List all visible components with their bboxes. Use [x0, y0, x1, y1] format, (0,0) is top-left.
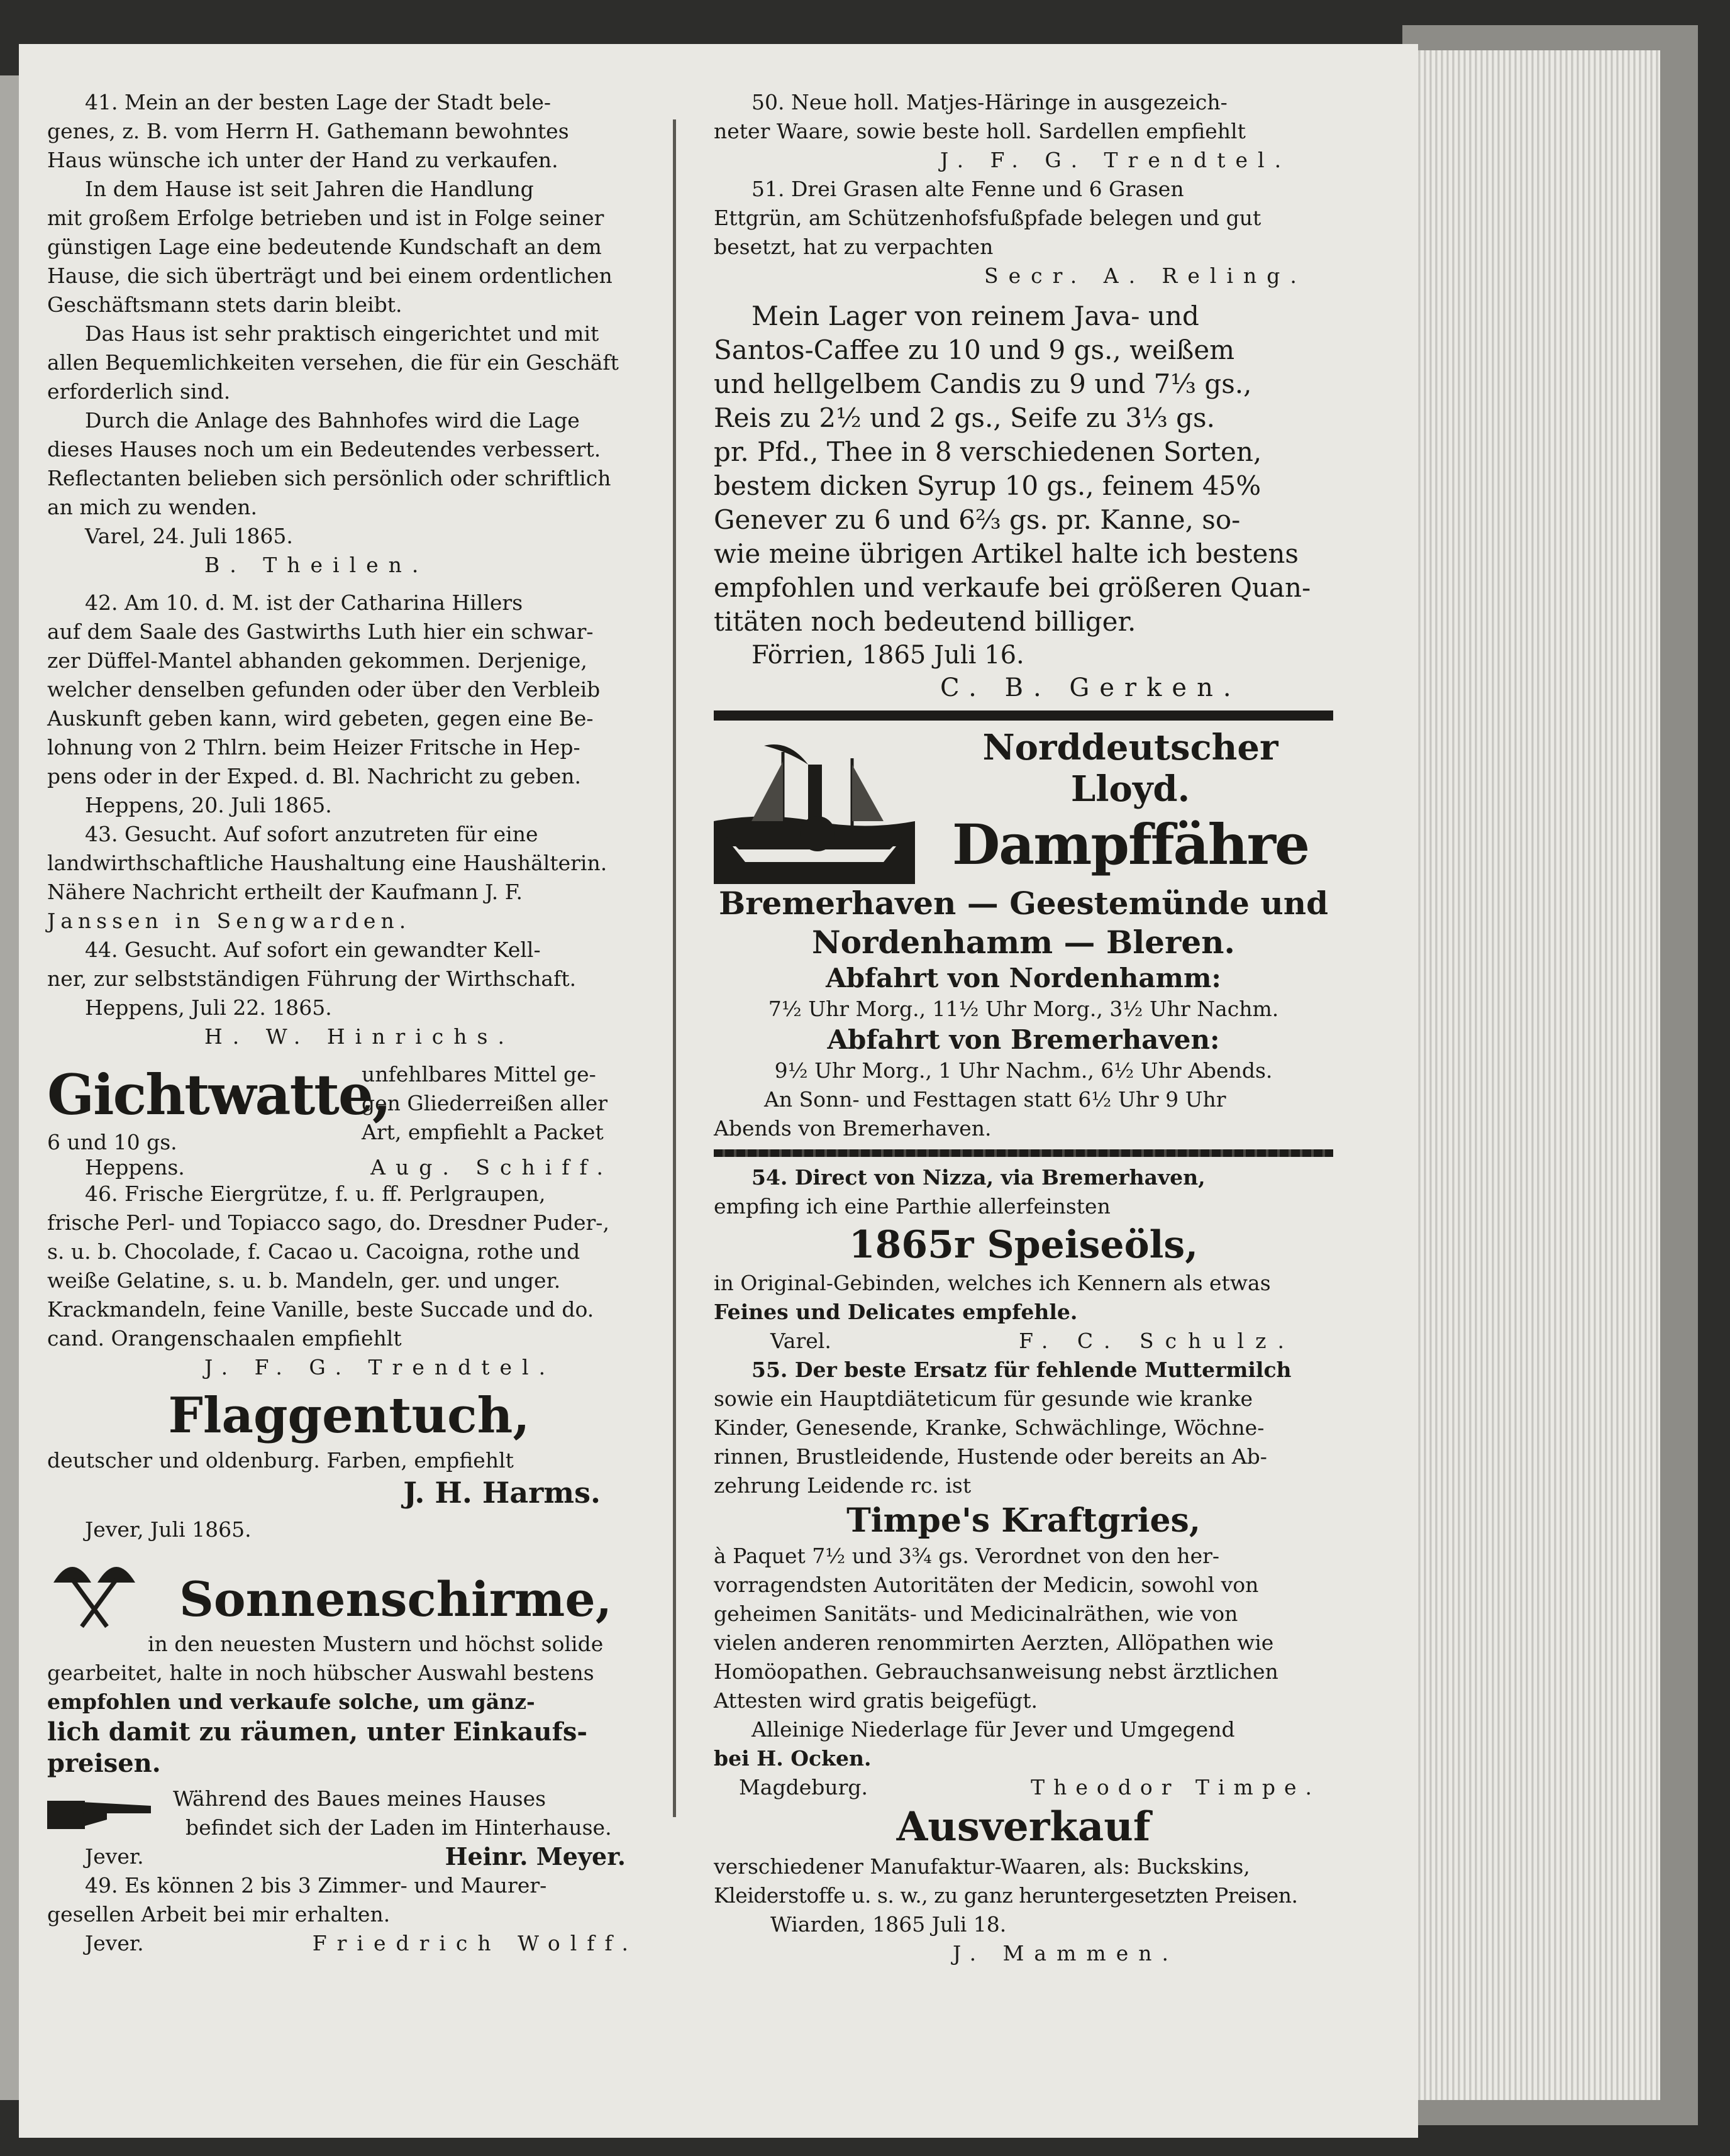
- ad-text-line: Reis zu 2½ und 2 gs., Seife zu 3⅓ gs.: [714, 402, 1215, 433]
- departure-times: 9½ Uhr Morg., 1 Uhr Nachm., 6½ Uhr Abends.: [774, 1058, 1273, 1083]
- ad-text-line: Attesten wird gratis beigefügt.: [714, 1688, 1038, 1713]
- place-date: Varel, 24. Juli 1865.: [85, 524, 293, 548]
- place-date: Heppens, Juli 22. 1865.: [85, 995, 332, 1020]
- ad-text-line: besetzt, hat zu verpachten: [714, 235, 994, 259]
- ad-text-line: Haus wünsche ich unter der Hand zu verkaufen.: [47, 148, 558, 172]
- ad-text-line: zehrung Leidende rc. ist: [714, 1473, 972, 1498]
- ad-text-line: genes, z. B. vom Herrn H. Gathemann bewohntes: [47, 119, 569, 143]
- ad-text-line: und hellgelbem Candis zu 9 und 7⅓ gs.,: [714, 368, 1252, 399]
- ad-text-line: preisen.: [47, 1749, 161, 1778]
- place-date: Wiarden, 1865 Juli 18.: [770, 1912, 1007, 1937]
- ad-text-line: Mein Lager von reinem Java- und: [751, 301, 1199, 331]
- departure-title: Abfahrt von Bremerhaven:: [827, 1024, 1220, 1055]
- left-page-edge: [0, 75, 19, 2100]
- route: Bremerhaven — Geestemünde und: [718, 885, 1329, 922]
- ad-47-flaggentuch: [47, 1386, 651, 1544]
- signature: J. F. G. Trendtel.: [940, 148, 1292, 172]
- signature: J. Mammen.: [953, 1941, 1178, 1965]
- signature: J. F. G. Trendtel.: [204, 1355, 556, 1379]
- ad-text-line: An Sonn- und Festtagen statt 6½ Uhr 9 Uhr: [764, 1087, 1226, 1112]
- ad-text-line: Hause, die sich überträgt und bei einem ordentlichen: [47, 263, 613, 288]
- ad-text-line: empfohlen und verkaufe bei größeren Quan-: [714, 572, 1311, 603]
- ad-text-line: Art, empfiehlt a Packet: [362, 1120, 604, 1144]
- ad-text-line: in Original-Gebinden, welches ich Kennern als etwas: [714, 1271, 1271, 1295]
- ad-text-line: pens oder in der Exped. d. Bl. Nachricht zu geben.: [47, 764, 581, 788]
- company-name: Lloyd.: [1070, 768, 1190, 810]
- ad-text-line: dieses Hauses noch um ein Bedeutendes verbessert.: [47, 437, 601, 462]
- ad-text-line: günstigen Lage eine bedeutende Kundschaft an dem: [47, 235, 602, 259]
- ad-text-line: empfing ich eine Parthie allerfeinsten: [714, 1194, 1111, 1219]
- headline: Sonnenschirme,: [179, 1571, 613, 1627]
- ad-text-line: neter Waare, sowie beste holl. Sardellen empfiehlt: [714, 119, 1246, 143]
- ad-text-line: à Paquet 7½ und 3¾ gs. Verordnet von den her-: [714, 1544, 1220, 1568]
- ad-text-line: Das Haus ist sehr praktisch eingerichtet und mit: [85, 321, 599, 346]
- headline: Gichtwatte,: [47, 1062, 391, 1127]
- ad-53-lloyd: [714, 727, 1333, 1143]
- ad-text-line: vorragendsten Autoritäten der Medicin, sowohl von: [714, 1573, 1259, 1597]
- ad-text-line: 50. Neue holl. Matjes-Häringe in ausgezeich-: [751, 90, 1228, 114]
- ad-text-line: 49. Es können 2 bis 3 Zimmer- und Maurer-: [85, 1873, 547, 1898]
- ad-text-line: zer Düffel-Mantel abhanden gekommen. Derjenige,: [47, 648, 587, 673]
- umbrella-emblem-icon: [47, 1548, 141, 1630]
- headline: Ausverkauf: [896, 1803, 1151, 1850]
- right-column: [714, 88, 1333, 1968]
- ad-text-line: 42. Am 10. d. M. ist der Catharina Hillers: [85, 590, 523, 615]
- signature: Aug. Schiff.: [370, 1155, 613, 1180]
- left-column: [47, 88, 651, 1958]
- ad-text-line: Kinder, Genesende, Kranke, Schwächlinge, Wöchne-: [714, 1415, 1265, 1440]
- ad-text-line: pr. Pfd., Thee in 8 verschiedenen Sorten,: [714, 436, 1262, 467]
- ad-text-line: 41. Mein an der besten Lage der Stadt bele-: [85, 90, 552, 114]
- ad-text-line: Feines und Delicates empfehle.: [714, 1300, 1078, 1324]
- ad-43: [47, 820, 651, 936]
- ad-text-line: Kleiderstoffe u. s. w., zu ganz heruntergesetzten Preisen.: [714, 1883, 1298, 1908]
- ad-text-line: 46. Frische Eiergrütze, f. u. ff. Perlgraupen,: [85, 1181, 546, 1206]
- ad-54: [714, 1163, 1333, 1356]
- ad-45-gichtwatte: [47, 1060, 651, 1180]
- ad-text-line: geheimen Sanitäts- und Medicinalräthen, wie von: [714, 1601, 1238, 1626]
- ad-text-line: bei H. Ocken.: [714, 1746, 872, 1771]
- company-name: Norddeutscher: [982, 727, 1278, 768]
- ad-text-line: vielen anderen renommirten Aerzten, Allöpathen wie: [714, 1630, 1274, 1655]
- ad-44: [47, 936, 651, 1051]
- ad-text-line: Abends von Bremerhaven.: [714, 1116, 992, 1141]
- ad-text-line: befindet sich der Laden im Hinterhause.: [186, 1815, 612, 1840]
- ad-text-line: 43. Gesucht. Auf sofort anzutreten für eine: [85, 822, 538, 846]
- ad-text-line: cand. Orangenschaalen empfiehlt: [47, 1326, 402, 1351]
- ad-55: [714, 1356, 1333, 1802]
- ad-text-line: wie meine übrigen Artikel halte ich bestens: [714, 538, 1299, 569]
- signature: C. B. Gerken.: [940, 673, 1241, 702]
- ad-41: [47, 88, 651, 580]
- ad-text-line: an mich zu wenden.: [47, 495, 258, 519]
- rule: [714, 1149, 1333, 1157]
- signature: Heinr. Meyer.: [445, 1842, 626, 1871]
- ad-text-line: Alleinige Niederlage für Jever und Umgegend: [751, 1717, 1235, 1742]
- signature: H. W. Hinrichs.: [204, 1024, 514, 1049]
- ad-text-line: 44. Gesucht. Auf sofort ein gewandter Kell-: [85, 937, 541, 962]
- ad-text-line: 51. Drei Grasen alte Fenne und 6 Grasen: [751, 177, 1184, 201]
- place-date: Förrien, 1865 Juli 16.: [751, 641, 1024, 670]
- signature: B. Theilen.: [204, 553, 429, 577]
- ad-text-line: deutscher und oldenburg. Farben, empfiehlt: [47, 1448, 514, 1473]
- ad-52-coffee: [714, 299, 1333, 704]
- ad-text-line: allen Bequemlichkeiten versehen, die für ein Geschäft: [47, 350, 619, 375]
- ad-text-line: In dem Hause ist seit Jahren die Handlung: [85, 177, 534, 201]
- route: Nordenhamm — Bleren.: [812, 924, 1235, 961]
- pointing-hand-icon: [47, 1788, 154, 1838]
- ad-text-line: Geschäftsmann stets darin bleibt.: [47, 292, 402, 317]
- ad-text-line: bestem dicken Syrup 10 gs., feinem 45%: [714, 470, 1261, 501]
- page-stack: [1415, 50, 1660, 2100]
- place: Varel.: [770, 1329, 831, 1353]
- ad-text-line: Durch die Anlage des Bahnhofes wird die Lage: [85, 408, 580, 433]
- ad-text-line: Während des Baues meines Hauses: [173, 1786, 546, 1811]
- ad-text-line: Krackmandeln, feine Vanille, beste Succade und do.: [47, 1297, 594, 1322]
- ad-text-line: Auskunft geben kann, wird gebeten, gegen eine Be-: [47, 706, 594, 731]
- headline: Flaggentuch,: [168, 1387, 530, 1444]
- ad-56: [714, 1802, 1333, 1968]
- ad-text-line: lohnung von 2 Thlrn. beim Heizer Fritsche in Hep-: [47, 735, 580, 760]
- headline: Dampffähre: [951, 812, 1309, 877]
- place: Jever.: [85, 1844, 144, 1869]
- place: Jever.: [85, 1931, 144, 1955]
- ad-text-line: Homöopathen. Gebrauchsanweisung nebst ärztlichen: [714, 1659, 1278, 1684]
- paddle-steamer-icon: [714, 727, 915, 884]
- place: Heppens.: [85, 1155, 185, 1180]
- ad-text-line: auf dem Saale des Gastwirths Luth hier ein schwar-: [47, 619, 594, 644]
- ad-text-line: gesellen Arbeit bei mir erhalten.: [47, 1902, 391, 1927]
- ad-text-line: Reflectanten belieben sich persönlich oder schriftlich: [47, 466, 611, 490]
- ad-text-line: landwirthschaftliche Haushaltung eine Haushälterin.: [47, 851, 607, 875]
- ad-46: [47, 1180, 651, 1382]
- ad-text-line: 55. Der beste Ersatz für fehlende Muttermilch: [751, 1357, 1292, 1382]
- ad-text-line: ner, zur selbstständigen Führung der Wirthschaft.: [47, 966, 577, 991]
- signature: Theodor Timpe.: [1031, 1775, 1321, 1799]
- ad-text-line: welcher denselben gefunden oder über den Verbleib: [47, 677, 601, 702]
- departure-times: 7½ Uhr Morg., 11½ Uhr Morg., 3½ Uhr Nachm.: [768, 997, 1279, 1021]
- headline: Timpe's Kraftgries,: [846, 1501, 1200, 1540]
- ad-text-line: verschiedener Manufaktur-Waaren, als: Buckskins,: [714, 1854, 1250, 1879]
- price: 6 und 10 gs.: [47, 1130, 177, 1154]
- ad-text-line: rinnen, Brustleidende, Hustende oder bereits an Ab-: [714, 1444, 1267, 1469]
- ad-text-line: weiße Gelatine, s. u. b. Mandeln, ger. und unger.: [47, 1268, 561, 1293]
- column-divider: [673, 119, 676, 1817]
- ad-text-line: Ettgrün, am Schützenhofsfußpfade belegen und gut: [714, 206, 1261, 230]
- ad-text-line: Nähere Nachricht ertheilt der Kaufmann J. F.: [47, 880, 523, 904]
- ad-text-line: Santos-Caffee zu 10 und 9 gs., weißem: [714, 334, 1235, 365]
- ad-48-sonnenschirme: [47, 1548, 651, 1871]
- place: Magdeburg.: [739, 1775, 868, 1799]
- departure-title: Abfahrt von Nordenhamm:: [826, 963, 1221, 993]
- place-date: Heppens, 20. Juli 1865.: [85, 793, 332, 817]
- ad-42: [47, 589, 651, 820]
- ad-text-line: gearbeitet, halte in noch hübscher Auswahl bestens: [47, 1661, 594, 1685]
- ad-text-line: s. u. b. Chocolade, f. Cacao u. Cacoigna, rothe und: [47, 1239, 580, 1264]
- ad-text-line: erforderlich sind.: [47, 379, 231, 404]
- place-date: Jever, Juli 1865.: [85, 1517, 252, 1542]
- ad-50: [714, 88, 1333, 175]
- signature: Secr. A. Reling.: [984, 263, 1307, 288]
- ad-text-line: Genever zu 6 und 6⅔ gs. pr. Kanne, so-: [714, 504, 1241, 535]
- ad-text-line: frische Perl- und Topiacco sago, do. Dresdner Puder-,: [47, 1210, 609, 1235]
- ad-text-line: gen Gliederreißen aller: [362, 1091, 608, 1115]
- ad-49: [47, 1871, 651, 1958]
- signature: F. C. Schulz.: [1019, 1329, 1295, 1353]
- ad-51: [714, 175, 1333, 290]
- ad-text-line: empfohlen und verkaufe solche, um gänz-: [47, 1689, 535, 1714]
- ad-text-line: sowie ein Hauptdiäteticum für gesunde wie kranke: [714, 1386, 1253, 1411]
- ad-text-line: in den neuesten Mustern und höchst solide: [148, 1632, 604, 1656]
- ad-text-line: titäten noch bedeutend billiger.: [714, 606, 1136, 637]
- ad-text-line: mit großem Erfolge betrieben und ist in Folge seiner: [47, 206, 604, 230]
- ad-text-line: lich damit zu räumen, unter Einkaufs-: [47, 1717, 587, 1747]
- signature: Friedrich Wolff.: [312, 1931, 638, 1955]
- headline: 1865r Speiseöls,: [848, 1223, 1199, 1267]
- ad-text-line: 54. Direct von Nizza, via Bremerhaven,: [751, 1165, 1206, 1190]
- ad-text-line: Janssen in Sengwarden.: [47, 909, 411, 933]
- rule: [714, 710, 1333, 721]
- ad-text-line: unfehlbares Mittel ge-: [362, 1062, 596, 1086]
- name: J. H. Harms.: [403, 1476, 601, 1510]
